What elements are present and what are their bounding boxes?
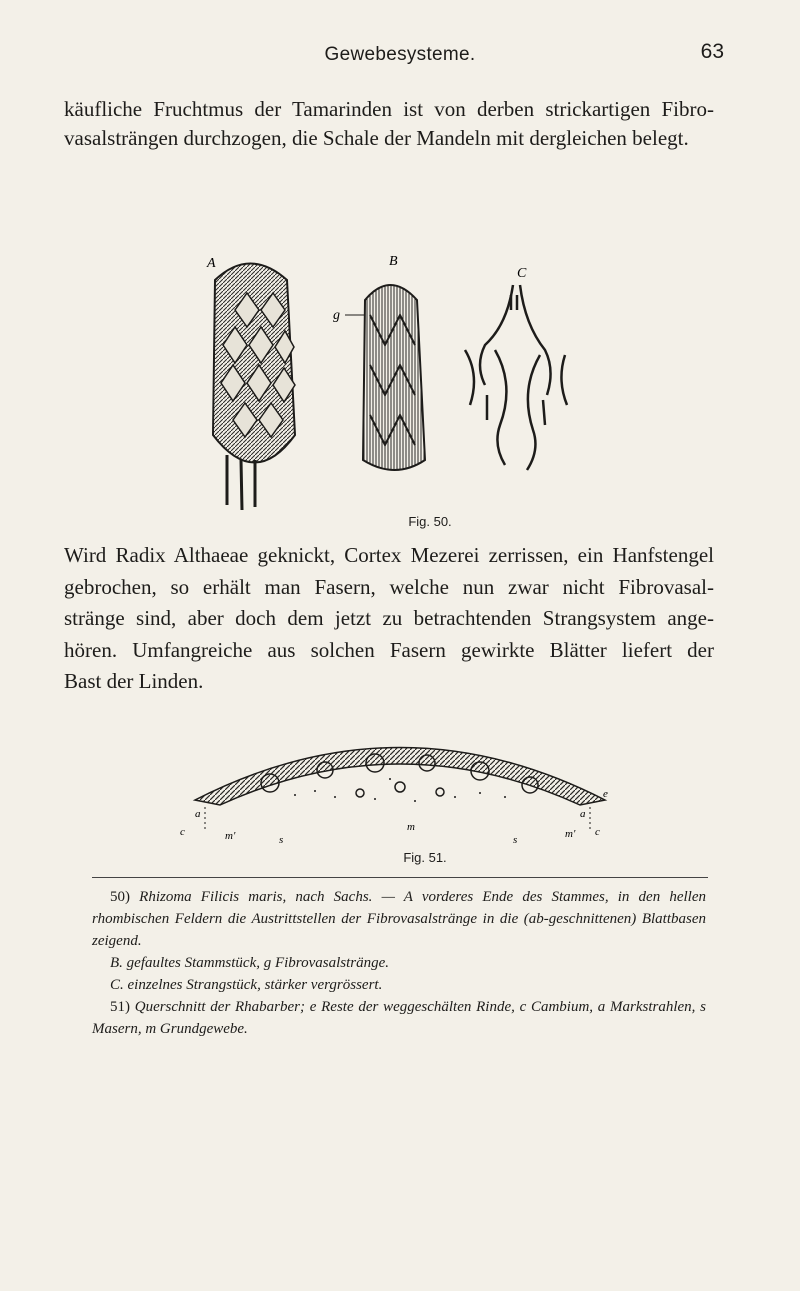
footnote-50-c: C. einzelnes Strangstück, stärker vergrössert. bbox=[110, 977, 383, 993]
figure-51-label-a-left: a bbox=[195, 808, 201, 820]
figure-51-label-m-left: m' bbox=[225, 830, 236, 842]
paragraph-line: käufliche Fruchtmus der Tamarinden ist von derben strickartigen Fibro- bbox=[64, 97, 714, 121]
paragraph-line: stränge sind, aber doch dem jetzt zu betrachtenden Strangsystem ange- bbox=[64, 606, 714, 630]
figure-50-label-b: B bbox=[389, 255, 398, 269]
footnote-50 bbox=[92, 886, 706, 952]
figure-51-label-a-right: a bbox=[580, 808, 586, 820]
footnote-50-b: B. gefaultes Stammstück, g Fibrovasalstränge. bbox=[110, 955, 389, 971]
figure-50-strand-c bbox=[465, 285, 567, 470]
paragraph-fasern bbox=[64, 540, 714, 698]
footnote-51 bbox=[92, 996, 706, 1040]
footnote-number: 51) bbox=[110, 999, 130, 1015]
figure-50-fern-rhizome bbox=[195, 255, 595, 515]
figure-51-label-m-center: m bbox=[407, 821, 415, 833]
figure-50-label-c: C bbox=[517, 266, 527, 281]
footnote-text: Querschnitt der Rhabarber; e Reste der weggeschälten Rinde, c Cambium, a Markstrahlen, s Masern, m Grundgewebe. bbox=[92, 999, 707, 1037]
footnote-number: 50) bbox=[110, 889, 130, 905]
page-number: 63 bbox=[700, 40, 724, 63]
figure-50-label-a: A bbox=[207, 256, 216, 271]
figure-50-label-g: g bbox=[333, 308, 340, 323]
figure-50-caption: Fig. 50. bbox=[408, 514, 452, 529]
footnote-divider bbox=[92, 877, 708, 878]
running-header: Gewebesysteme. bbox=[324, 44, 476, 65]
figure-50-stem-b bbox=[345, 285, 425, 470]
figure-50-rhizome-a bbox=[213, 264, 295, 511]
paragraph-line: gebrochen, so erhält man Fasern, welche nun zwar nicht Fibrovasal- bbox=[64, 574, 714, 599]
footnote-text: Rhizoma Filicis maris, nach Sachs. — A vorderes Ende des Stammes, in den hellen rhombischen Feldern die Austrittstellen der Fibrovasalstränge in die (ab-geschnittenen) Blattbasen zeigend. bbox=[92, 889, 706, 949]
paragraph-tamarinden bbox=[64, 95, 714, 153]
paragraph-line: vasalsträngen durchzogen, die Schale der Mandeln mit dergleichen belegt. bbox=[64, 126, 689, 150]
figure-51-label-e: e bbox=[603, 788, 608, 800]
figure-51-rhubarb-cross-section bbox=[175, 735, 625, 845]
figure-51-caption: Fig. 51. bbox=[403, 850, 447, 865]
paragraph-line: Bast der Linden. bbox=[64, 669, 204, 693]
figure-51-label-s-right: s bbox=[513, 834, 518, 845]
figure-51-label-m-right: m' bbox=[565, 828, 576, 840]
paragraph-line: Wird Radix Althaeae geknickt, Cortex Mezerei zerrissen, ein Hanfstengel bbox=[64, 543, 714, 567]
figure-51-label-c-left: c bbox=[180, 826, 185, 838]
figure-51-label-c-right: c bbox=[595, 826, 600, 838]
figure-footnotes bbox=[92, 886, 706, 1040]
paragraph-line: hören. Umfangreiche aus solchen Fasern gewirkte Blätter liefert der bbox=[64, 637, 714, 662]
figure-51-label-s-left: s bbox=[279, 834, 284, 845]
